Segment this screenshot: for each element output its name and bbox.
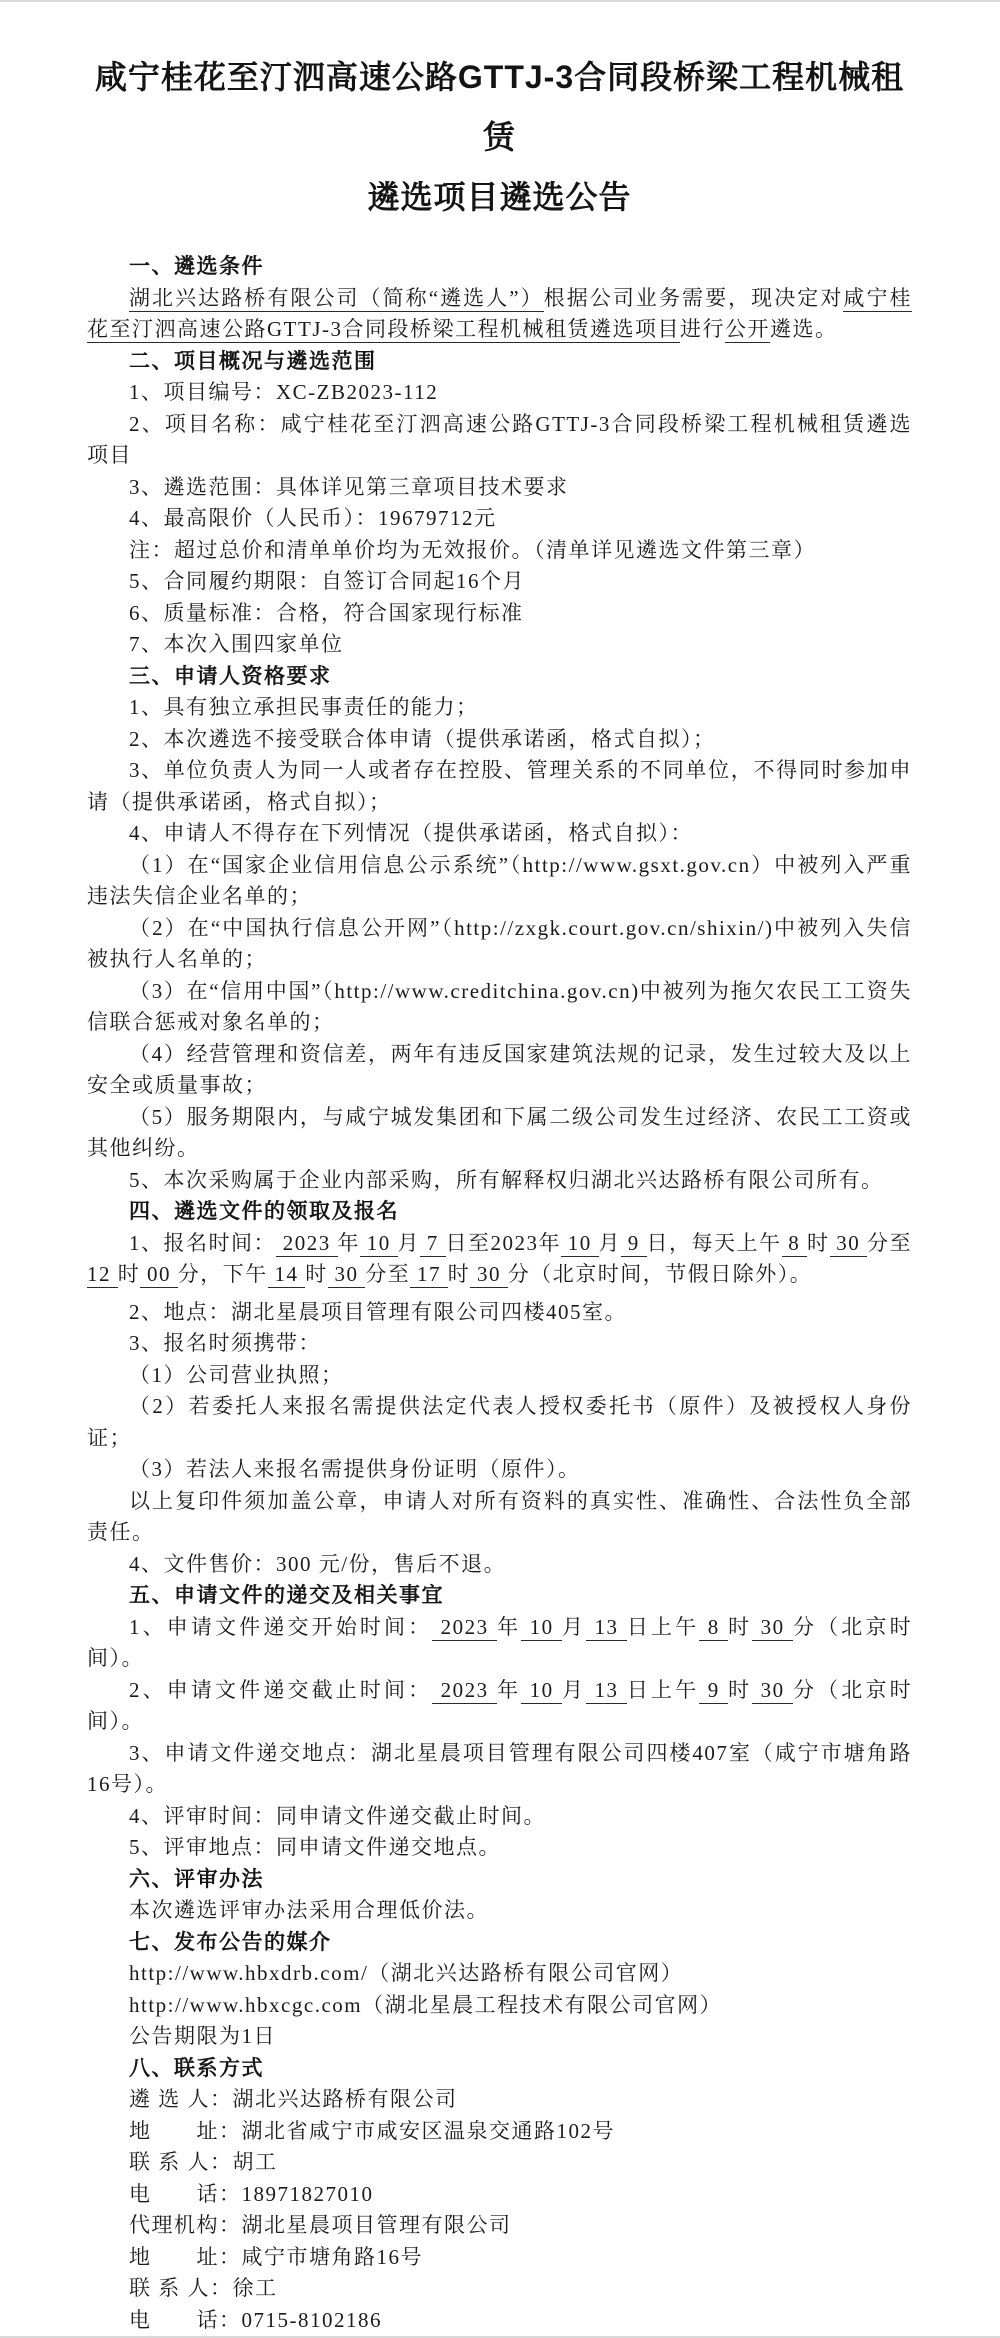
underlined-text: 2023 <box>432 1614 498 1639</box>
paragraph <box>87 850 912 913</box>
underlined-text: 10 <box>561 1230 599 1255</box>
text-segment: 五、申请文件的递交及相关事宜 <box>129 1584 444 1607</box>
paragraph <box>87 1328 912 1360</box>
text-segment: 3、申请文件递交地点：湖北星晨项目管理有限公司四楼407室（咸宁市塘角路16号）。 <box>87 1740 912 1796</box>
paragraph <box>87 2084 912 2116</box>
text-segment: 5、合同履约期限：自签订合同起16个月 <box>129 569 525 593</box>
paragraph <box>87 1454 912 1486</box>
paragraph <box>87 2021 912 2053</box>
text-segment: 三、申请人资格要求 <box>129 664 332 688</box>
text-segment: 日，每天上午 <box>646 1230 782 1255</box>
text-segment: 日上午 <box>626 1614 700 1639</box>
text-segment: 电 话：0715-8102186 <box>129 2307 382 2332</box>
text-segment: （2）若委托人来报名需提供法定代表人授权委托书（原件）及被授权人身份证； <box>87 1394 912 1450</box>
underlined-text: 8 <box>781 1230 807 1255</box>
text-segment: 2、地点：湖北星晨项目管理有限公司四楼405室。 <box>129 1299 627 1324</box>
text-segment: 年 <box>497 1677 522 1702</box>
text-segment: 5、本次采购属于企业内部采购，所有解释权归湖北兴达路桥有限公司所有。 <box>129 1167 884 1192</box>
text-segment: （5）服务期限内，与咸宁城发集团和下属二级公司发生过经济、农民工工资或其他纠纷。 <box>87 1104 912 1160</box>
paragraph <box>87 598 912 630</box>
text-segment: 时 <box>807 1230 830 1255</box>
paragraph <box>87 629 912 661</box>
underlined-text: 17 <box>410 1262 448 1286</box>
text-segment: 时 <box>305 1262 328 1286</box>
text-segment: 1、具有独立承担民事责任的能力； <box>129 695 479 719</box>
underlined-text: 咸宁桂花至汀泗高速公路GTTJ-3合同段桥梁工程机械租赁遴选项目 <box>87 285 913 341</box>
text-segment: 时 <box>117 1262 141 1286</box>
paragraph <box>87 2116 912 2148</box>
paragraph <box>87 2242 912 2274</box>
paragraph <box>87 472 912 504</box>
paragraph <box>87 2210 912 2242</box>
paragraph <box>87 1958 912 1990</box>
section-heading <box>87 346 912 378</box>
paragraph <box>87 818 912 850</box>
text-segment: 3、单位负责人为同一人或者存在控股、管理关系的不同单位，不得同时参加申请（提供承诺函，格式自拟）； <box>87 758 912 814</box>
announcement-page <box>0 2 1000 2336</box>
text-segment: 代理机构：湖北星晨项目管理有限公司 <box>129 2213 512 2237</box>
underlined-text: 30 <box>752 1614 794 1639</box>
text-segment: 时 <box>447 1262 471 1286</box>
underlined-text: 13 <box>586 1677 627 1702</box>
paragraph <box>87 1801 912 1833</box>
text-segment: 月 <box>561 1614 587 1639</box>
text-segment: 分，下午 <box>177 1262 268 1286</box>
text-segment: 进行 <box>679 317 725 341</box>
paragraph <box>87 377 912 409</box>
text-segment: 2、申请文件递交截止时间： <box>129 1677 433 1702</box>
text-segment: 遴 选 人：湖北兴达路桥有限公司 <box>129 2087 458 2111</box>
announcement-document <box>87 251 912 2336</box>
document-title <box>87 47 912 227</box>
paragraph <box>87 1297 912 1329</box>
underlined-text: 30 <box>470 1262 508 1286</box>
text-segment: 电 话：18971827010 <box>129 2181 374 2206</box>
text-segment: 年 <box>497 1614 522 1639</box>
paragraph <box>87 1039 912 1102</box>
underlined-text: 30 <box>829 1230 867 1255</box>
paragraph <box>87 913 912 976</box>
paragraph <box>87 1102 912 1165</box>
underlined-text: 14 <box>267 1262 306 1286</box>
paragraph <box>87 1675 912 1738</box>
underlined-text: 00 <box>140 1262 178 1286</box>
document-title-line-2: 遴选项目遴选公告 <box>367 179 632 215</box>
paragraph <box>87 1990 912 2022</box>
text-segment: 联 系 人：胡工 <box>129 2150 278 2174</box>
text-segment: 4、申请人不得存在下列情况（提供承诺函，格式自拟）： <box>129 821 693 845</box>
paragraph <box>87 1832 912 1864</box>
paragraph <box>87 566 912 598</box>
section-heading <box>87 2053 912 2085</box>
text-segment: （1）公司营业执照； <box>129 1362 344 1387</box>
paragraph <box>87 2147 912 2179</box>
text-segment: http://www.hbxcgc.com（湖北星晨工程技术有限公司官网） <box>129 1992 723 2017</box>
text-segment: 时 <box>728 1614 753 1639</box>
text-segment: 分（北京时间）。 <box>87 1614 913 1670</box>
paragraph <box>87 1360 912 1392</box>
paragraph <box>87 1228 912 1291</box>
text-segment: 1、申请文件递交开始时间： <box>129 1614 433 1639</box>
text-segment: 根据公司业务需要，现决定对 <box>543 285 844 310</box>
section-heading <box>87 1864 912 1896</box>
underlined-text: 12 <box>87 1262 118 1286</box>
underlined-text: 13 <box>586 1614 627 1639</box>
paragraph <box>87 535 912 567</box>
underlined-text: 10 <box>360 1230 398 1255</box>
paragraph <box>87 1549 912 1581</box>
text-segment: 本次遴选评审办法采用合理低价法。 <box>129 1898 489 1922</box>
text-segment: 七、发布公告的媒介 <box>129 1930 332 1954</box>
section-heading <box>87 251 912 283</box>
text-segment: 分（北京时间，节假日除外）。 <box>507 1262 813 1286</box>
paragraph <box>87 724 912 756</box>
text-segment: 2、本次遴选不接受联合体申请（提供承诺函，格式自拟）； <box>129 726 716 751</box>
section-heading <box>87 661 912 693</box>
text-segment: 遴选。 <box>769 317 838 341</box>
text-segment: 以上复印件须加盖公章，申请人对所有资料的真实性、准确性、合法性负全部责任。 <box>87 1488 912 1544</box>
text-segment: 2、项目名称：咸宁桂花至汀泗高速公路GTTJ-3合同段桥梁工程机械租赁遴选项目 <box>87 411 912 467</box>
text-segment: 公告期限为1日 <box>129 2024 276 2048</box>
text-segment: 6、质量标准：合格，符合国家现行标准 <box>129 600 524 625</box>
text-segment: 4、文件售价：300 元/份，售后不退。 <box>129 1551 507 1576</box>
text-segment: 4、最高限价（人民币）：19679712元 <box>129 506 497 530</box>
paragraph <box>87 755 912 818</box>
underlined-text: 9 <box>621 1230 647 1255</box>
text-segment: 月 <box>397 1230 420 1255</box>
text-segment: 地 址：湖北省咸宁市咸安区温泉交通路102号 <box>129 2118 615 2143</box>
underlined-text: 公开 <box>724 317 770 341</box>
text-segment: 7、本次入围四家单位 <box>129 632 344 656</box>
underlined-text: 30 <box>327 1262 366 1286</box>
underlined-text: 2023 <box>276 1230 338 1255</box>
underlined-text: 2023 <box>432 1677 498 1702</box>
text-segment: 二、项目概况与遴选范围 <box>129 349 377 373</box>
text-segment: （3）在“信用中国”（http://www.creditchina.gov.cn)中被列为拖欠农民工工资失信联合惩戒对象名单的； <box>87 978 912 1034</box>
paragraph <box>87 1738 912 1801</box>
text-segment: http://www.hbxdrb.com/（湖北兴达路桥有限公司官网） <box>129 1961 684 1985</box>
underlined-text: 湖北兴达路桥有限公司（简称“遴选人”） <box>129 285 544 310</box>
text-segment: 地 址：咸宁市塘角路16号 <box>129 2244 423 2269</box>
text-segment: 一、遴选条件 <box>129 255 264 278</box>
text-segment: 3、报名时须携带： <box>129 1331 321 1355</box>
text-segment: 八、联系方式 <box>129 2056 264 2080</box>
text-segment: （4）经营管理和资信差，两年有违反国家建筑法规的记录，发生过较大及以上安全或质量事故； <box>87 1041 912 1097</box>
paragraph <box>87 283 912 346</box>
underlined-text: 10 <box>521 1677 562 1702</box>
underlined-text: 8 <box>699 1614 729 1639</box>
text-segment: 年 <box>337 1230 360 1255</box>
underlined-text: 9 <box>699 1677 729 1702</box>
text-segment: 1、报名时间： <box>129 1230 276 1255</box>
text-segment: 月 <box>598 1230 621 1255</box>
paragraph <box>87 1391 912 1454</box>
section-heading <box>87 1580 912 1612</box>
text-segment: 日上午 <box>626 1677 700 1702</box>
text-segment: （2）在“中国执行信息公开网”（http://zxgk.court.gov.cn/shixin/)中被列入失信被执行人名单的； <box>87 915 912 971</box>
paragraph <box>87 692 912 724</box>
paragraph <box>87 2179 912 2211</box>
text-segment: 3、遴选范围：具体详见第三章项目技术要求 <box>129 474 569 499</box>
text-segment: 日至2023年 <box>445 1230 561 1255</box>
paragraph <box>87 2273 912 2305</box>
text-segment: 5、评审地点：同申请文件递交地点。 <box>129 1835 501 1859</box>
text-segment: 分（北京时间）。 <box>87 1677 913 1733</box>
text-segment: 月 <box>561 1677 587 1702</box>
section-heading <box>87 1196 912 1228</box>
paragraph <box>87 1165 912 1197</box>
text-segment: 六、评审办法 <box>129 1867 264 1891</box>
text-segment: 联 系 人：徐工 <box>129 2276 278 2300</box>
paragraph <box>87 2305 912 2337</box>
text-segment: （1）在“国家企业信用信息公示系统”（http://www.gsxt.gov.cn）中被列入严重违法失信企业名单的； <box>87 852 912 908</box>
section-heading <box>87 1927 912 1959</box>
paragraph <box>87 409 912 472</box>
document-title-line-1: 咸宁桂花至汀泗高速公路GTTJ-3合同段桥梁工程机械租赁 <box>94 59 905 155</box>
text-segment: 4、评审时间：同申请文件递交截止时间。 <box>129 1803 546 1828</box>
underlined-text: 10 <box>521 1614 562 1639</box>
underlined-text: 30 <box>752 1677 794 1702</box>
paragraph <box>87 1486 912 1549</box>
text-segment: 时 <box>728 1677 753 1702</box>
text-segment: 1、项目编号：XC-ZB2023-112 <box>129 380 439 404</box>
paragraph <box>87 1612 912 1675</box>
paragraph <box>87 503 912 535</box>
text-segment: 分至 <box>867 1230 912 1255</box>
paragraph <box>87 1895 912 1927</box>
text-segment: 四、遴选文件的领取及报名 <box>129 1200 399 1223</box>
underlined-text: 7 <box>420 1230 446 1255</box>
paragraph <box>87 976 912 1039</box>
text-segment: 分至 <box>365 1262 411 1286</box>
text-segment: 注：超过总价和清单单价均为无效报价。（清单详见遴选文件第三章） <box>129 537 816 562</box>
text-segment: （3）若法人来报名需提供身份证明（原件）。 <box>129 1457 581 1481</box>
